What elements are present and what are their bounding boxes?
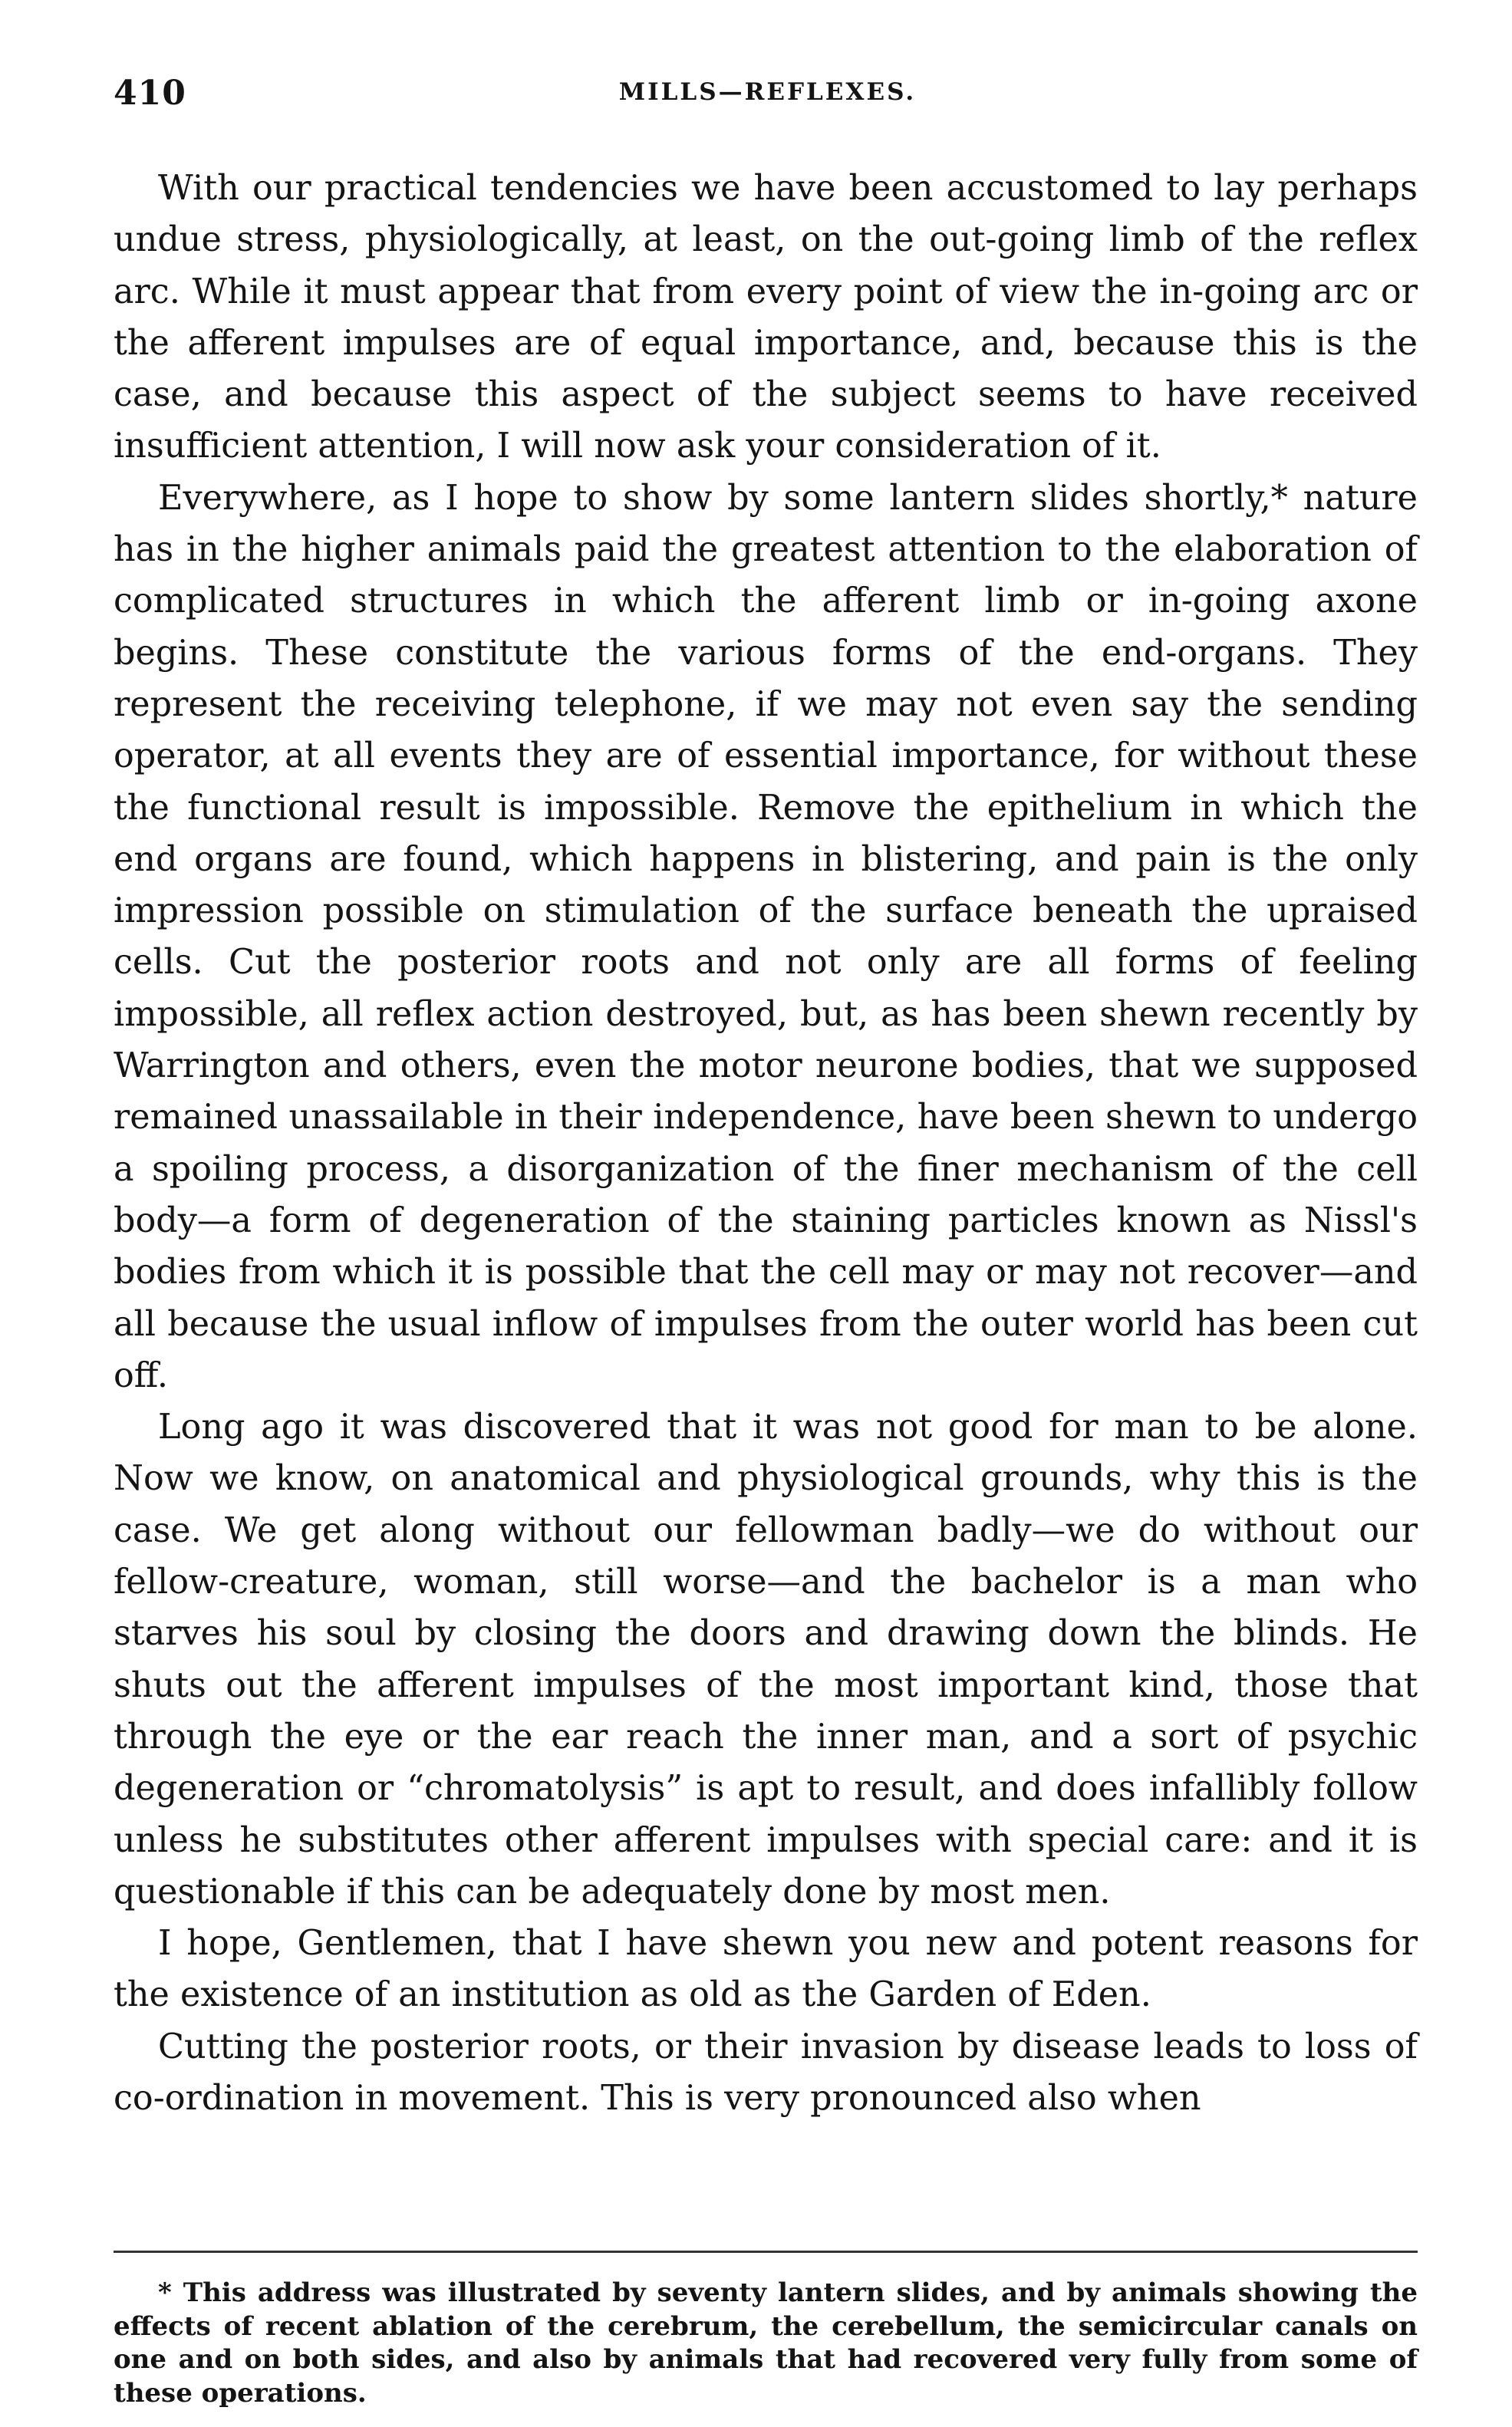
page-header [114,74,1421,120]
running-head: MILLS—REFLEXES. [618,78,917,106]
footnote-divider [114,2251,1418,2253]
paragraph-5: Cutting the posterior roots, or their invasion by disease leads to loss of co-ordination in movement. This is very pronounced also when [114,2027,1418,2118]
footnote: * This address was illustrated by seventy lantern slides, and by animals showing the effects of recent ablation of the cerebrum, the cerebellum, the semicircular canals on one and on both sides, and also by animals that had recovered very fully from some of these operations. [114,2277,1418,2409]
page-number: 410 [114,74,186,113]
paragraph-2: Everywhere, as I hope to show by some lantern slides shortly,* nature has in the higher animals paid the greatest attention to the elaboration of complicated structures in which the afferent limb or in-going axone begins. These constitute the various forms of the end-organs. They represent the receiving telephone, if we may not even say the sending operator, at all events they are of essential importance, for without these the functional result is impossible. Remove the epithelium in which the end organs are found, which happens in blistering, and pain is the only impression possible on stimulation of the surface beneath the upraised cells. Cut the posterior roots and not only are all forms of feeling impossible, all reflex action destroyed, but, as has been shewn recently by Warrington and others, even the motor neurone bodies, that we supposed remained unassailable in their independence, have been shewn to undergo a spoiling process, a disorganization of the finer mechanism of the cell body—a form of degeneration of the staining particles known as Nissl's bodies from which it is possible that the cell may or may not recover—and all because the usual inflow of impulses from the outer world has been cut off. [114,478,1418,1395]
paragraph-1: With our practical tendencies we have been accustomed to lay perhaps undue stress, physiologically, at least, on the out-going limb of the reflex arc. While it must appear that from every point of view the in-going arc or the afferent impulses are of equal importance, and, because this is the case, and because this aspect of the subject seems to have received insufficient attention, I will now ask your consideration of it. [114,169,1418,466]
body-text [114,163,1418,2124]
paragraph-3: Long ago it was discovered that it was not good for man to be alone. Now we know, on anatomical and physiological grounds, why this is the case. We get along without our fellowman badly—we do without our fellow-creature, woman, still worse—and the bachelor is a man who starves his soul by closing the doors and drawing down the blinds. He shuts out the afferent impulses of the most important kind, those that through the eye or the ear reach the inner man, and a sort of psychic degeneration or “chromatolysis” is apt to result, and does infallibly follow unless he substitutes other afferent impulses with special care: and it is questionable if this can be adequately done by most men. [114,1408,1418,1912]
paragraph-4: I hope, Gentlemen, that I have shewn you new and potent reasons for the existence of an institution as old as the Garden of Eden. [114,1924,1418,2015]
